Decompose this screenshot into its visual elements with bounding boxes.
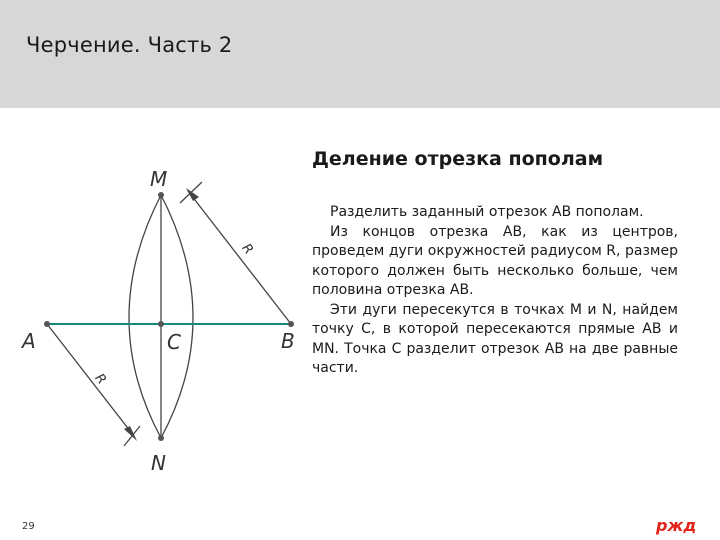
paragraph-3: Эти дуги пересекутся в точках M и N, найдем точку С, в которой пересекаются прямые АВ и MN. Точка С разделит отрезок АВ на две равные части.	[312, 301, 678, 376]
point-b	[288, 321, 294, 327]
point-n	[158, 435, 164, 441]
point-m	[158, 192, 164, 198]
radius-line-top	[188, 191, 291, 324]
point-c	[158, 321, 164, 327]
label-n: N	[151, 451, 166, 475]
svg-text:ржд: ржд	[656, 516, 697, 535]
paragraph-1: Разделить заданный отрезок АВ пополам.	[330, 204, 644, 220]
label-a: A	[22, 329, 36, 353]
description-text	[312, 203, 678, 379]
radius-line-bottom	[47, 324, 134, 436]
arrow-top-icon	[186, 188, 199, 201]
section-heading: Деление отрезка пополам	[312, 148, 604, 170]
point-a	[44, 321, 50, 327]
geometry-drawing	[0, 108, 310, 488]
slide-title: Черчение. Часть 2	[26, 33, 233, 57]
label-b: B	[281, 329, 295, 353]
arc-from-b	[129, 195, 161, 438]
page-number: 29	[22, 521, 35, 532]
label-r-bottom: R	[91, 371, 109, 388]
slide-header	[0, 0, 720, 108]
label-r-top: R	[238, 241, 256, 258]
arc-from-a	[161, 195, 193, 438]
paragraph-2: Из концов отрезка АВ, как из центров, проведем дуги окружностей радиусом R, размер которого должен быть несколько больше, чем половина отрезка АВ.	[312, 223, 678, 298]
rzd-logo-icon	[654, 515, 700, 535]
label-c: C	[167, 330, 181, 354]
label-m: M	[150, 167, 168, 191]
